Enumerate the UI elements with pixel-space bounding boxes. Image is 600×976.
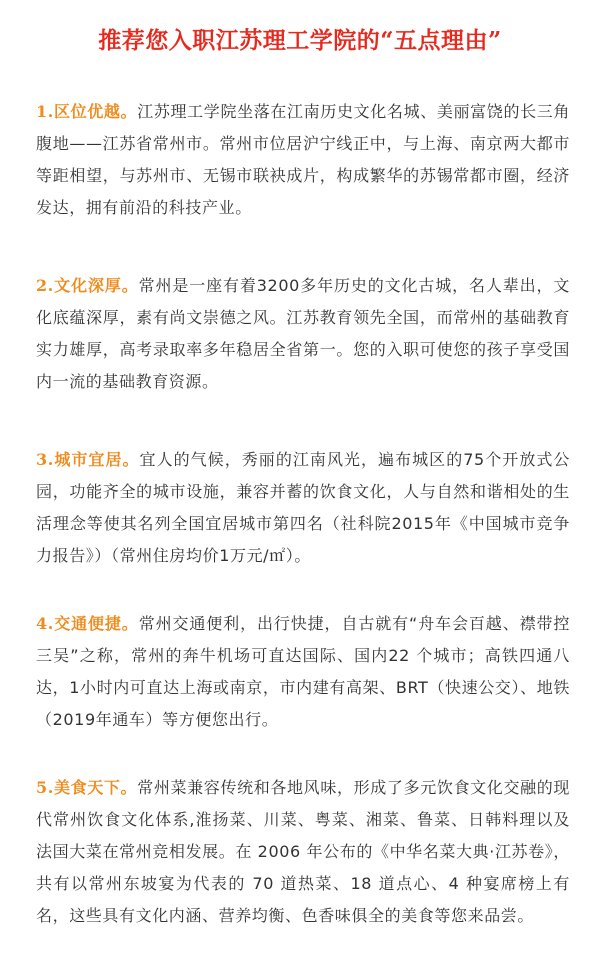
reason-paragraph xyxy=(36,772,570,932)
reason-paragraph xyxy=(36,96,570,224)
reason-paragraph xyxy=(36,270,570,398)
reason-heading: 4.交通便捷。 xyxy=(36,614,139,633)
reason-transportation xyxy=(36,608,570,736)
reason-location xyxy=(36,96,570,224)
reason-heading: 2.文化深厚。 xyxy=(36,276,139,295)
reason-body: 江苏理工学院坐落在江南历史文化名城、美丽富饶的长三角腹地——江苏省常州市。常州市位居沪宁线正中，与上海、南京两大都市等距相望，与苏州市、无锡市联袂成片，构成繁华的苏锡常都市圈，经济发达，拥有前沿的科技产业。 xyxy=(36,102,571,217)
reason-body: 常州是一座有着3200多年历史的文化古城，名人辈出，文化底蕴深厚，素有尚文崇德之风。江苏教育领先全国，而常州的基础教育实力雄厚，高考录取率多年稳居全省第一。您的入职可使您的孩子享受国内一流的基础教育资源。 xyxy=(36,276,571,391)
reason-body: 常州菜兼容传统和各地风味，形成了多元饮食文化交融的现代常州饮食文化体系,淮扬菜、川菜、粤菜、湘菜、鲁菜、日韩料理以及法国大菜在常州竞相发展。在 2006 年公布的《中华名菜大典·江苏卷》，共有以常州东坡宴为代表的 70 道热菜、18 道点心、4 种宴席榜上有名，这些具有文化内涵、营养均衡、色香味俱全的美食等您来品尝。 xyxy=(36,778,571,925)
reason-heading: 1.区位优越。 xyxy=(36,102,138,121)
reason-paragraph xyxy=(36,608,570,736)
reason-paragraph xyxy=(36,444,570,572)
reason-culture xyxy=(36,270,570,398)
reason-food xyxy=(36,772,570,932)
reason-body: 常州交通便利，出行快捷，自古就有“舟车会百越、襟带控三吴”之称，常州的奔牛机场可直达国际、国内22 个城市；高铁四通八达，1小时内可直达上海或南京，市内建有高架、BRT（快速公交）、地铁（2019年通车）等方便您出行。 xyxy=(36,614,570,729)
reason-heading: 3.城市宜居。 xyxy=(36,450,140,469)
reason-livable-city xyxy=(36,444,570,572)
reasons-list xyxy=(36,96,570,976)
page-title: 推荐您入职江苏理工学院的“五点理由” xyxy=(98,27,502,54)
reason-heading: 5.美食天下。 xyxy=(36,778,138,797)
reason-body: 宜人的气候，秀丽的江南风光，遍布城区的75个开放式公园，功能齐全的城市设施，兼容并蓄的饮食文化，人与自然和谐相处的生活理念等使其名列全国宜居城市第四名（社科院2015年《中国城市竞争力报告》）（常州住房均价1万元/㎡）。 xyxy=(36,450,570,565)
